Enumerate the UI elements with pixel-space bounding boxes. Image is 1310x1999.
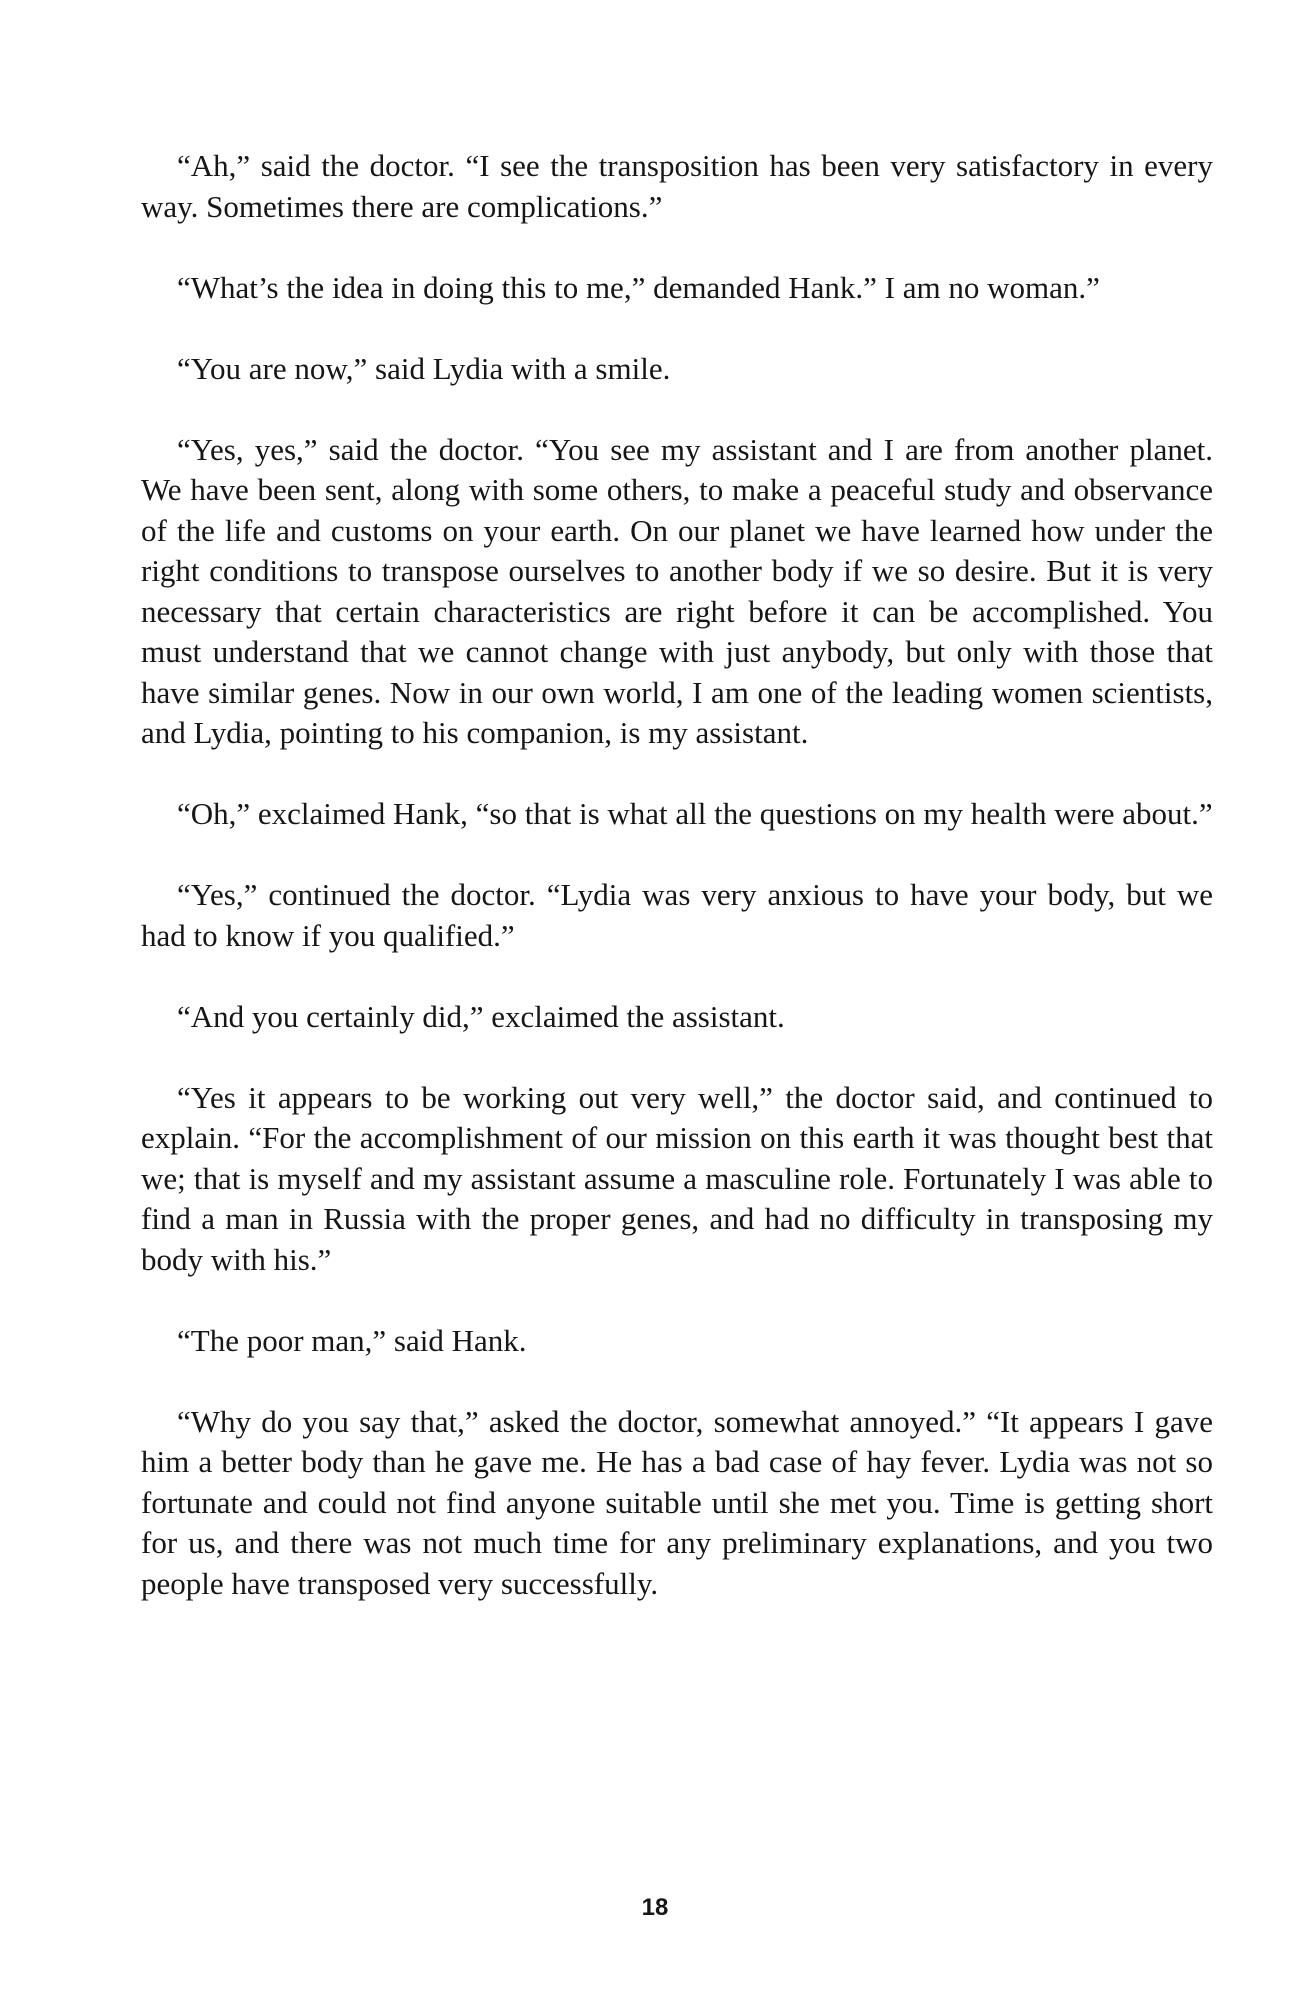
paragraph-5: “Oh,” exclaimed Hank, “so that is what all the questions on my health were about.” xyxy=(177,796,1213,831)
paragraph-6: “Yes,” continued the doctor. “Lydia was very anxious to have your body, but we had to know if you qualified.” xyxy=(141,877,1213,953)
paragraph-8: “Yes it appears to be working out very well,” the doctor said, and continued to explain. “For the accomplishment of our mission on this earth it was thought best that we; that is myself and my assistant assume a masculine role. Fortunately I was able to find a man in Russia with the proper genes, and had no difficulty in transposing my body with his.” xyxy=(141,1079,1213,1277)
paragraph-2: “What’s the idea in doing this to me,” demanded Hank.” I am no woman.” xyxy=(177,269,1100,305)
paragraph-4: “Yes, yes,” said the doctor. “You see my assistant and I are from another planet. We have been sent, along with some others, to make a peaceful study and observance of the life and customs on your earth. On our planet we have learned how under the right conditions to transpose ourselves to another body if we so desire. But it is very necessary that certain characteristics are right before it can be accomplished. You must understand that we cannot change with just anybody, but only with those that have similar genes. Now in our own world, I am one of the leading women scientists, and Lydia, pointing to his companion, is my assistant. xyxy=(141,431,1213,750)
page-number: 18 xyxy=(641,1894,669,1921)
paragraph-9: “The poor man,” said Hank. xyxy=(177,1322,527,1358)
paragraph-3: “You are now,” said Lydia with a smile. xyxy=(177,350,671,386)
paragraph-10: “Why do you say that,” asked the doctor, somewhat annoyed.” “It appears I gave him a better body than he gave me. He has a bad case of hay fever. Lydia was not so fortunate and could not find anyone suitable until she met you. Time is getting short for us, and there was not much time for any preliminary explanations, and you two people have transposed very successfully. xyxy=(141,1403,1213,1601)
body-text xyxy=(141,146,1213,1604)
paragraph-7: “And you certainly did,” exclaimed the assistant. xyxy=(177,998,785,1034)
paragraph-1: “Ah,” said the doctor. “I see the transposition has been very satisfactory in every way. Sometimes there are complications.” xyxy=(141,148,1213,224)
